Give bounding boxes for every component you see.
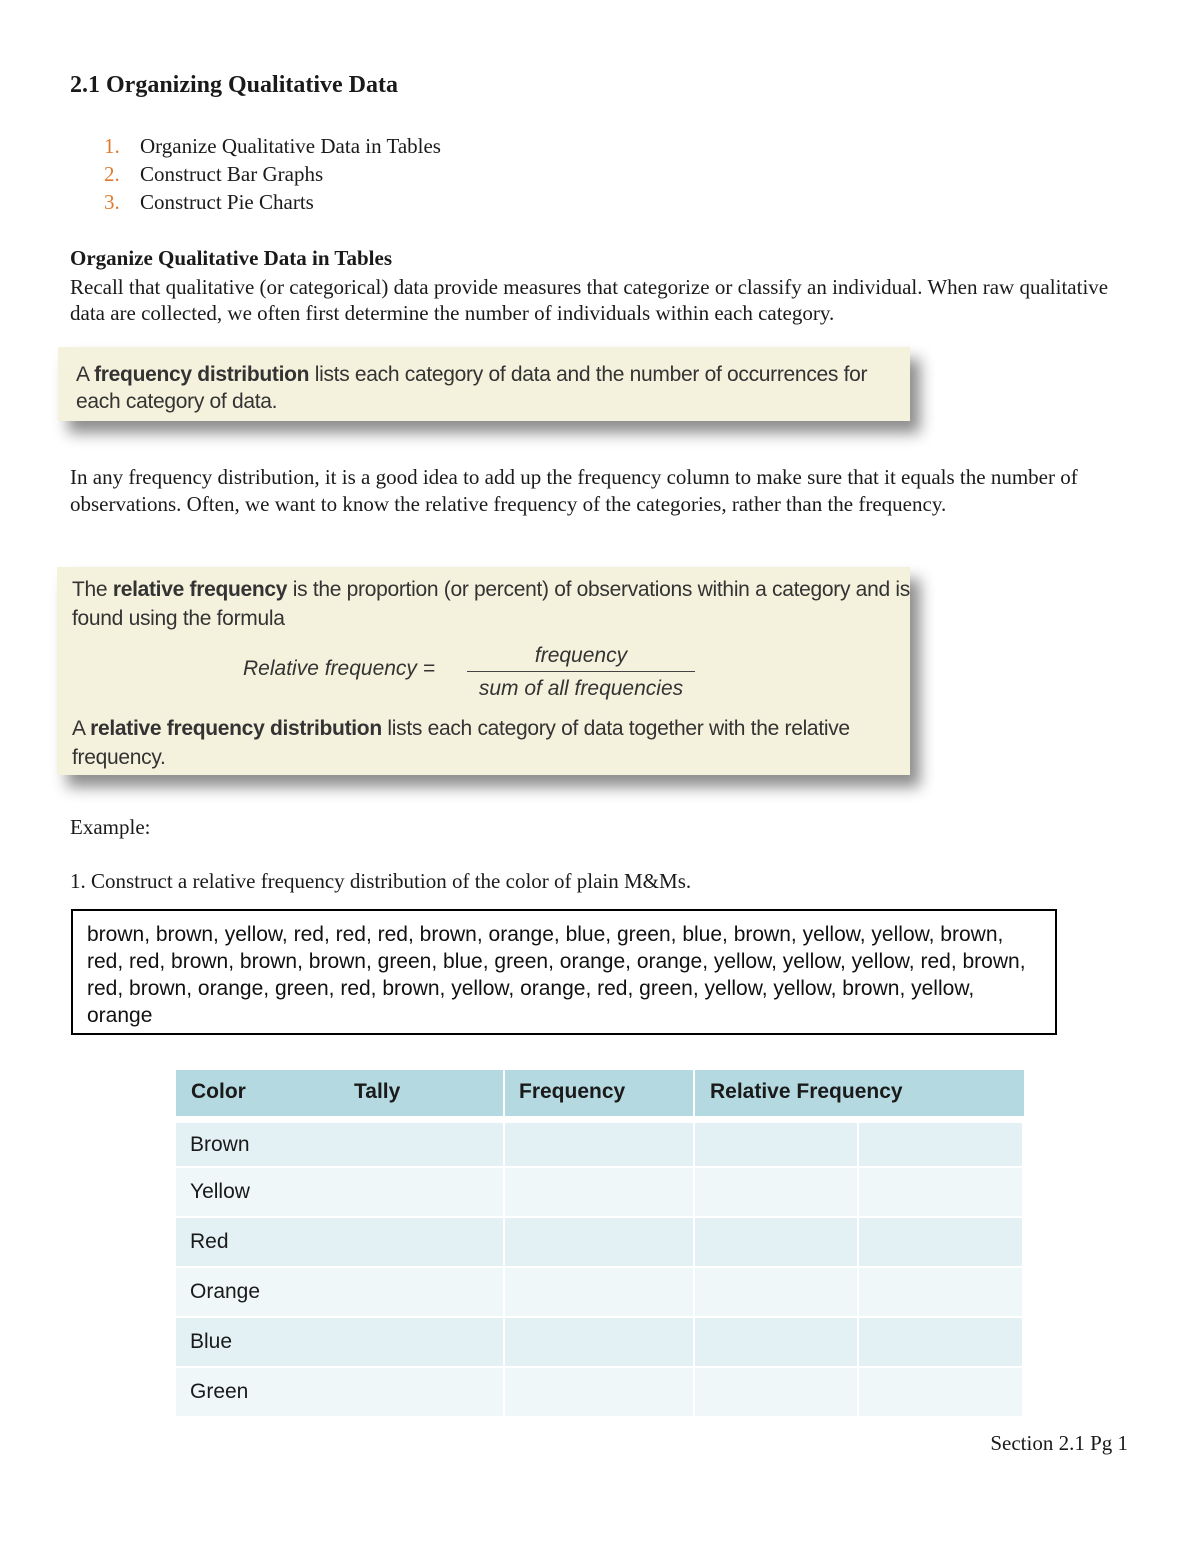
table-row xyxy=(176,1123,1024,1166)
mm-data-box xyxy=(71,909,1057,1035)
objective-number: 3. xyxy=(104,190,120,214)
color-cell: Brown xyxy=(190,1133,250,1156)
header-frequency: Frequency xyxy=(519,1080,626,1103)
page-footer: Section 2.1 Pg 1 xyxy=(990,1431,1128,1455)
objective-text: Construct Bar Graphs xyxy=(140,162,324,186)
table-row xyxy=(176,1168,1024,1216)
table-row xyxy=(176,1318,1024,1366)
definition-term: frequency distribution xyxy=(94,363,310,386)
formula-denominator: sum of all frequencies xyxy=(478,677,684,700)
definition-term: relative frequency xyxy=(112,578,288,601)
objective-text: Organize Qualitative Data in Tables xyxy=(140,134,441,158)
frequency-distribution-definition xyxy=(58,347,910,421)
objectives-list xyxy=(104,132,441,216)
formula-fraction xyxy=(467,641,695,703)
table-row xyxy=(176,1218,1024,1266)
color-cell: Yellow xyxy=(190,1180,250,1203)
mm-data-text: brown, brown, yellow, red, red, red, brown, orange, blue, green, blue, brown, yellow, yellow, brown, red, red, brown, brown, brown, green, blue, green, orange, orange, yellow, yellow, yellow, red, brown, red, brown, orange, green, red, brown, yellow, orange, red, green, yellow, yellow, brown, yellow, orange xyxy=(87,923,1026,1027)
objective-item xyxy=(104,132,441,160)
header-color: Color xyxy=(191,1080,246,1103)
color-cell: Orange xyxy=(190,1280,261,1303)
objective-item xyxy=(104,160,441,188)
fraction-bar xyxy=(467,671,695,672)
frequency-paragraph: In any frequency distribution, it is a good idea to add up the frequency column to make sure that it equals the number of observations. Often, we want to know the relative frequency of the categories, rather than the frequency. xyxy=(70,465,1078,516)
frequency-table xyxy=(176,1070,1024,1418)
page-title: 2.1 Organizing Qualitative Data xyxy=(70,72,398,98)
objective-text: Construct Pie Charts xyxy=(140,190,314,214)
header-tally: Tally xyxy=(354,1080,401,1103)
objective-item xyxy=(104,188,441,216)
exercise-prompt: 1. Construct a relative frequency distribution of the color of plain M&Ms. xyxy=(70,869,692,893)
definition-text: A relative frequency distribution lists each category of data together with the relative frequency. xyxy=(72,717,850,769)
definition-text: The relative frequency is the proportion (or percent) of observations within a category and is found using the formula xyxy=(72,578,910,630)
header-relative-frequency: Relative Frequency xyxy=(710,1080,903,1103)
table-row xyxy=(176,1268,1024,1316)
table-body xyxy=(176,1123,1024,1416)
formula-numerator: frequency xyxy=(534,644,628,667)
section-heading: Organize Qualitative Data in Tables xyxy=(70,246,393,270)
color-cell: Red xyxy=(190,1230,229,1253)
objective-number: 1. xyxy=(104,134,120,158)
definition-text: A frequency distribution lists each category of data and the number of occurrences for each category of data. xyxy=(76,363,868,413)
example-label: Example: xyxy=(70,815,151,839)
table-header-row xyxy=(176,1070,1024,1116)
formula-label: Relative frequency = xyxy=(243,657,436,680)
table-row xyxy=(176,1368,1024,1416)
objective-number: 2. xyxy=(104,162,120,186)
definition-term: relative frequency distribution xyxy=(90,717,382,740)
intro-paragraph: Recall that qualitative (or categorical) data provide measures that categorize or classify an individual. When raw qualitative data are collected, we often first determine the number of individuals within each category. xyxy=(70,275,1109,325)
color-cell: Green xyxy=(190,1380,249,1403)
relative-frequency-definition xyxy=(57,567,910,775)
color-cell: Blue xyxy=(190,1330,233,1353)
